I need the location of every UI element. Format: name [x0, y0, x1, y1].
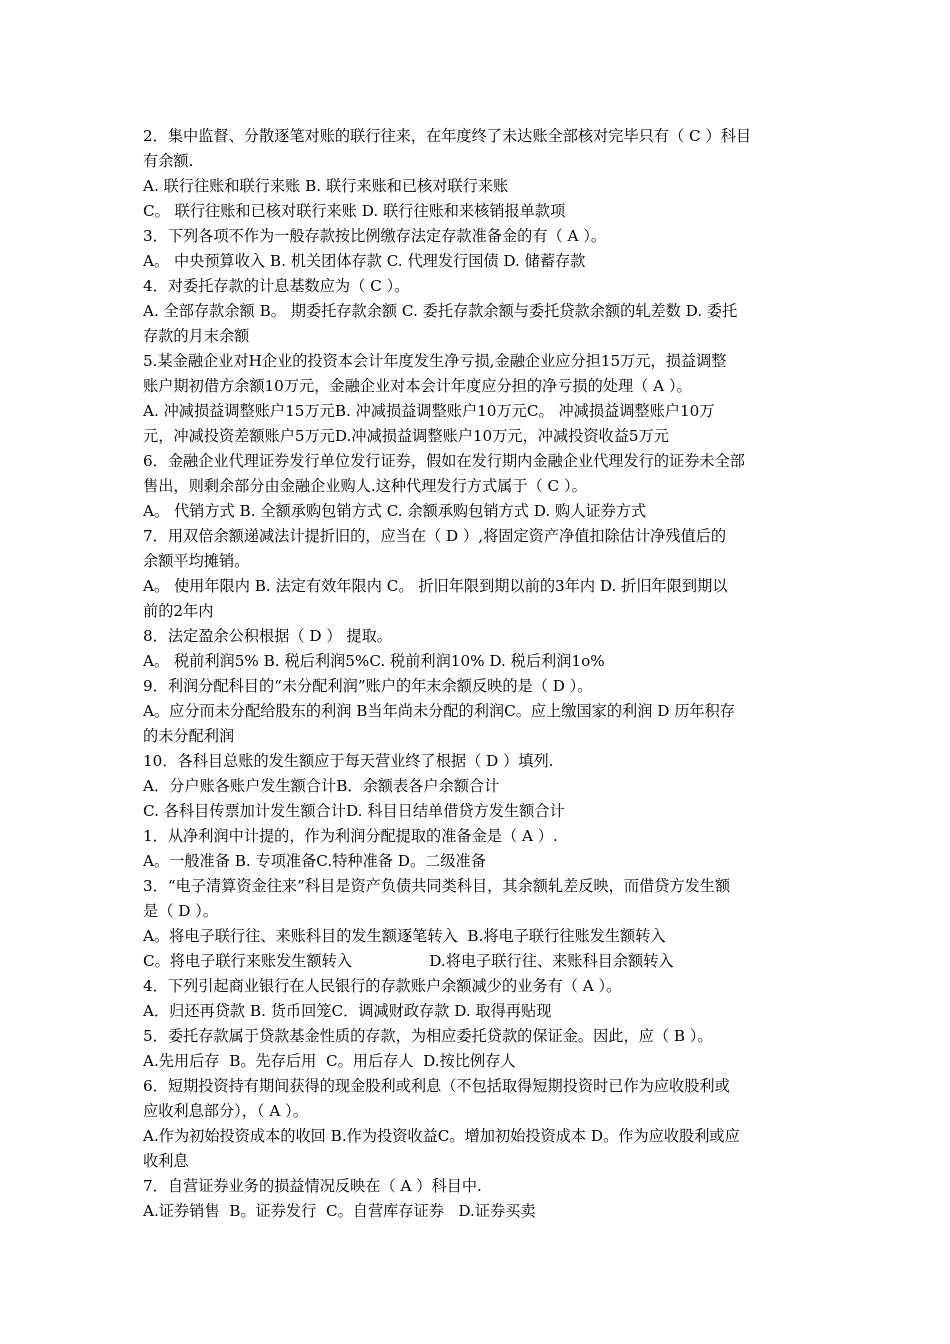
text-line: A. 联行往账和联行来账 B. 联行来账和已核对联行来账: [143, 177, 509, 195]
text-line: 4．下列引起商业银行在人民银行的存款账户余额减少的业务有（ A ）。: [143, 977, 622, 995]
text-line: 收利息: [143, 1152, 189, 1170]
text-line: 前的2年内: [143, 602, 214, 620]
text-line: A. 冲减损益调整账户15万元B. 冲减损益调整账户10万元C。 冲减损益调整账户10万: [143, 402, 715, 420]
text-line: 7．用双倍余额递减法计提折旧的，应当在（ D ）,将固定资产净值扣除估计净残值后的: [143, 527, 727, 545]
text-line: A。 中央预算收入 B. 机关团体存款 C. 代理发行国债 D. 储蓄存款: [143, 252, 586, 270]
text-line: 6．金融企业代理证券发行单位发行证券，假如在发行期内金融企业代理发行的证券未全部: [143, 452, 745, 470]
text-line: A。将电子联行往、来账科目的发生额逐笔转入 B.将电子联行往账发生额转入: [143, 927, 666, 945]
text-line: A.先用后存 B。先存后用 C。用后存人 D.按比例存人: [143, 1052, 516, 1070]
text-line: A。 使用年限内 B. 法定有效年限内 C。 折旧年限到期以前的3年内 D. 折旧年限到期以: [143, 577, 728, 595]
text-line: 售出，则剩余部分由金融企业购人.这种代理发行方式属于（ C ）。: [143, 477, 587, 495]
text-line: 7．自营证券业务的损益情况反映在（ A ）科目中.: [143, 1177, 482, 1195]
text-line: 存款的月末余额: [143, 327, 250, 345]
text-line: A。 税前利润5% B. 税后利润5%C. 税前利润10% D. 税后利润1o%: [143, 652, 605, 670]
text-line: 元，冲减投资差额账户5万元D.冲减损益调整账户10万元，冲减投资收益5万元: [143, 427, 669, 445]
text-line: A。一般准备 B. 专项准备C.特种准备 D。二级准备: [143, 852, 486, 870]
text-line: A. 全部存款余额 B。 期委托存款余额 C. 委托存款余额与委托贷款余额的轧差数 D. 委托: [143, 302, 738, 320]
text-line: 账户期初借方余额10万元，金融企业对本会计年度应分担的净亏损的处理（ A ）。: [143, 377, 692, 395]
text-line: 的未分配利润: [143, 727, 235, 745]
text-line: 9．利润分配科目的“未分配利润”账户的年末余额反映的是（ D ）。: [143, 677, 593, 695]
text-line: 应收利息部分），（ A ）。: [143, 1102, 308, 1120]
text-line: 4．对委托存款的计息基数应为（ C ）。: [143, 277, 410, 295]
text-line: 3．“电子清算资金往来”科目是资产负债共同类科目，其余额轧差反映，而借贷方发生额: [143, 877, 731, 895]
text-line: 有余额.: [143, 152, 194, 170]
text-line: A．分户账各账户发生额合计B．余额表各户余额合计: [143, 777, 500, 795]
text-line: 是（ D ）。: [143, 902, 218, 920]
text-line: A．归还再贷款 B. 货币回笼C．调减财政存款 D. 取得再贴现: [143, 1002, 552, 1020]
text-line: 5．委托存款属于贷款基金性质的存款，为相应委托贷款的保证金。因此，应（ B ）。: [143, 1027, 713, 1045]
text-line: A。 代销方式 B. 全额承购包销方式 C. 余额承购包销方式 D. 购人证券方式: [143, 502, 647, 520]
text-line: 8．法定盈余公积根据（ D ） 提取。: [143, 627, 392, 645]
text-line: A。应分而未分配给股东的利润 B当年尚未分配的利润C。应上缴国家的利润 D 历年积存: [143, 702, 735, 720]
text-line: C. 各科目传票加计发生额合计D. 科目日结单借贷方发生额合计: [143, 802, 565, 820]
document-page: [143, 124, 813, 1224]
text-line: 1．从净利润中计提的，作为利润分配提取的准备金是（ A ）.: [143, 827, 558, 845]
text-line: 2．集中监督、分散逐笔对账的联行往来，在年度终了未达账全部核对完毕只有（ C ）科目: [143, 127, 752, 145]
text-line: 6．短期投资持有期间获得的现金股利或利息（不包括取得短期投资时已作为应收股利或: [143, 1077, 730, 1095]
text-line: 余额平均摊销。: [143, 552, 250, 570]
text-line: 5.某金融企业对H企业的投资本会计年度发生净亏损,金融企业应分担15万元，损益调整: [143, 352, 727, 370]
text-line: C。将电子联行来账发生额转入 D.将电子联行往、来账科目余额转入: [143, 952, 674, 970]
text-line: 10．各科目总账的发生额应于每天营业终了根据（ D ）填列.: [143, 752, 554, 770]
text-line: A.证券销售 B。证券发行 C。自营库存证券 D.证券买卖: [143, 1202, 536, 1220]
text-line: A.作为初始投资成本的收回 B.作为投资收益C。增加初始投资成本 D。作为应收股利或应: [143, 1127, 740, 1145]
text-line: C。 联行往账和已核对联行来账 D. 联行往账和来核销报单款项: [143, 202, 566, 220]
text-line: 3．下列各项不作为一般存款按比例缴存法定存款准备金的有（ A ）。: [143, 227, 607, 245]
